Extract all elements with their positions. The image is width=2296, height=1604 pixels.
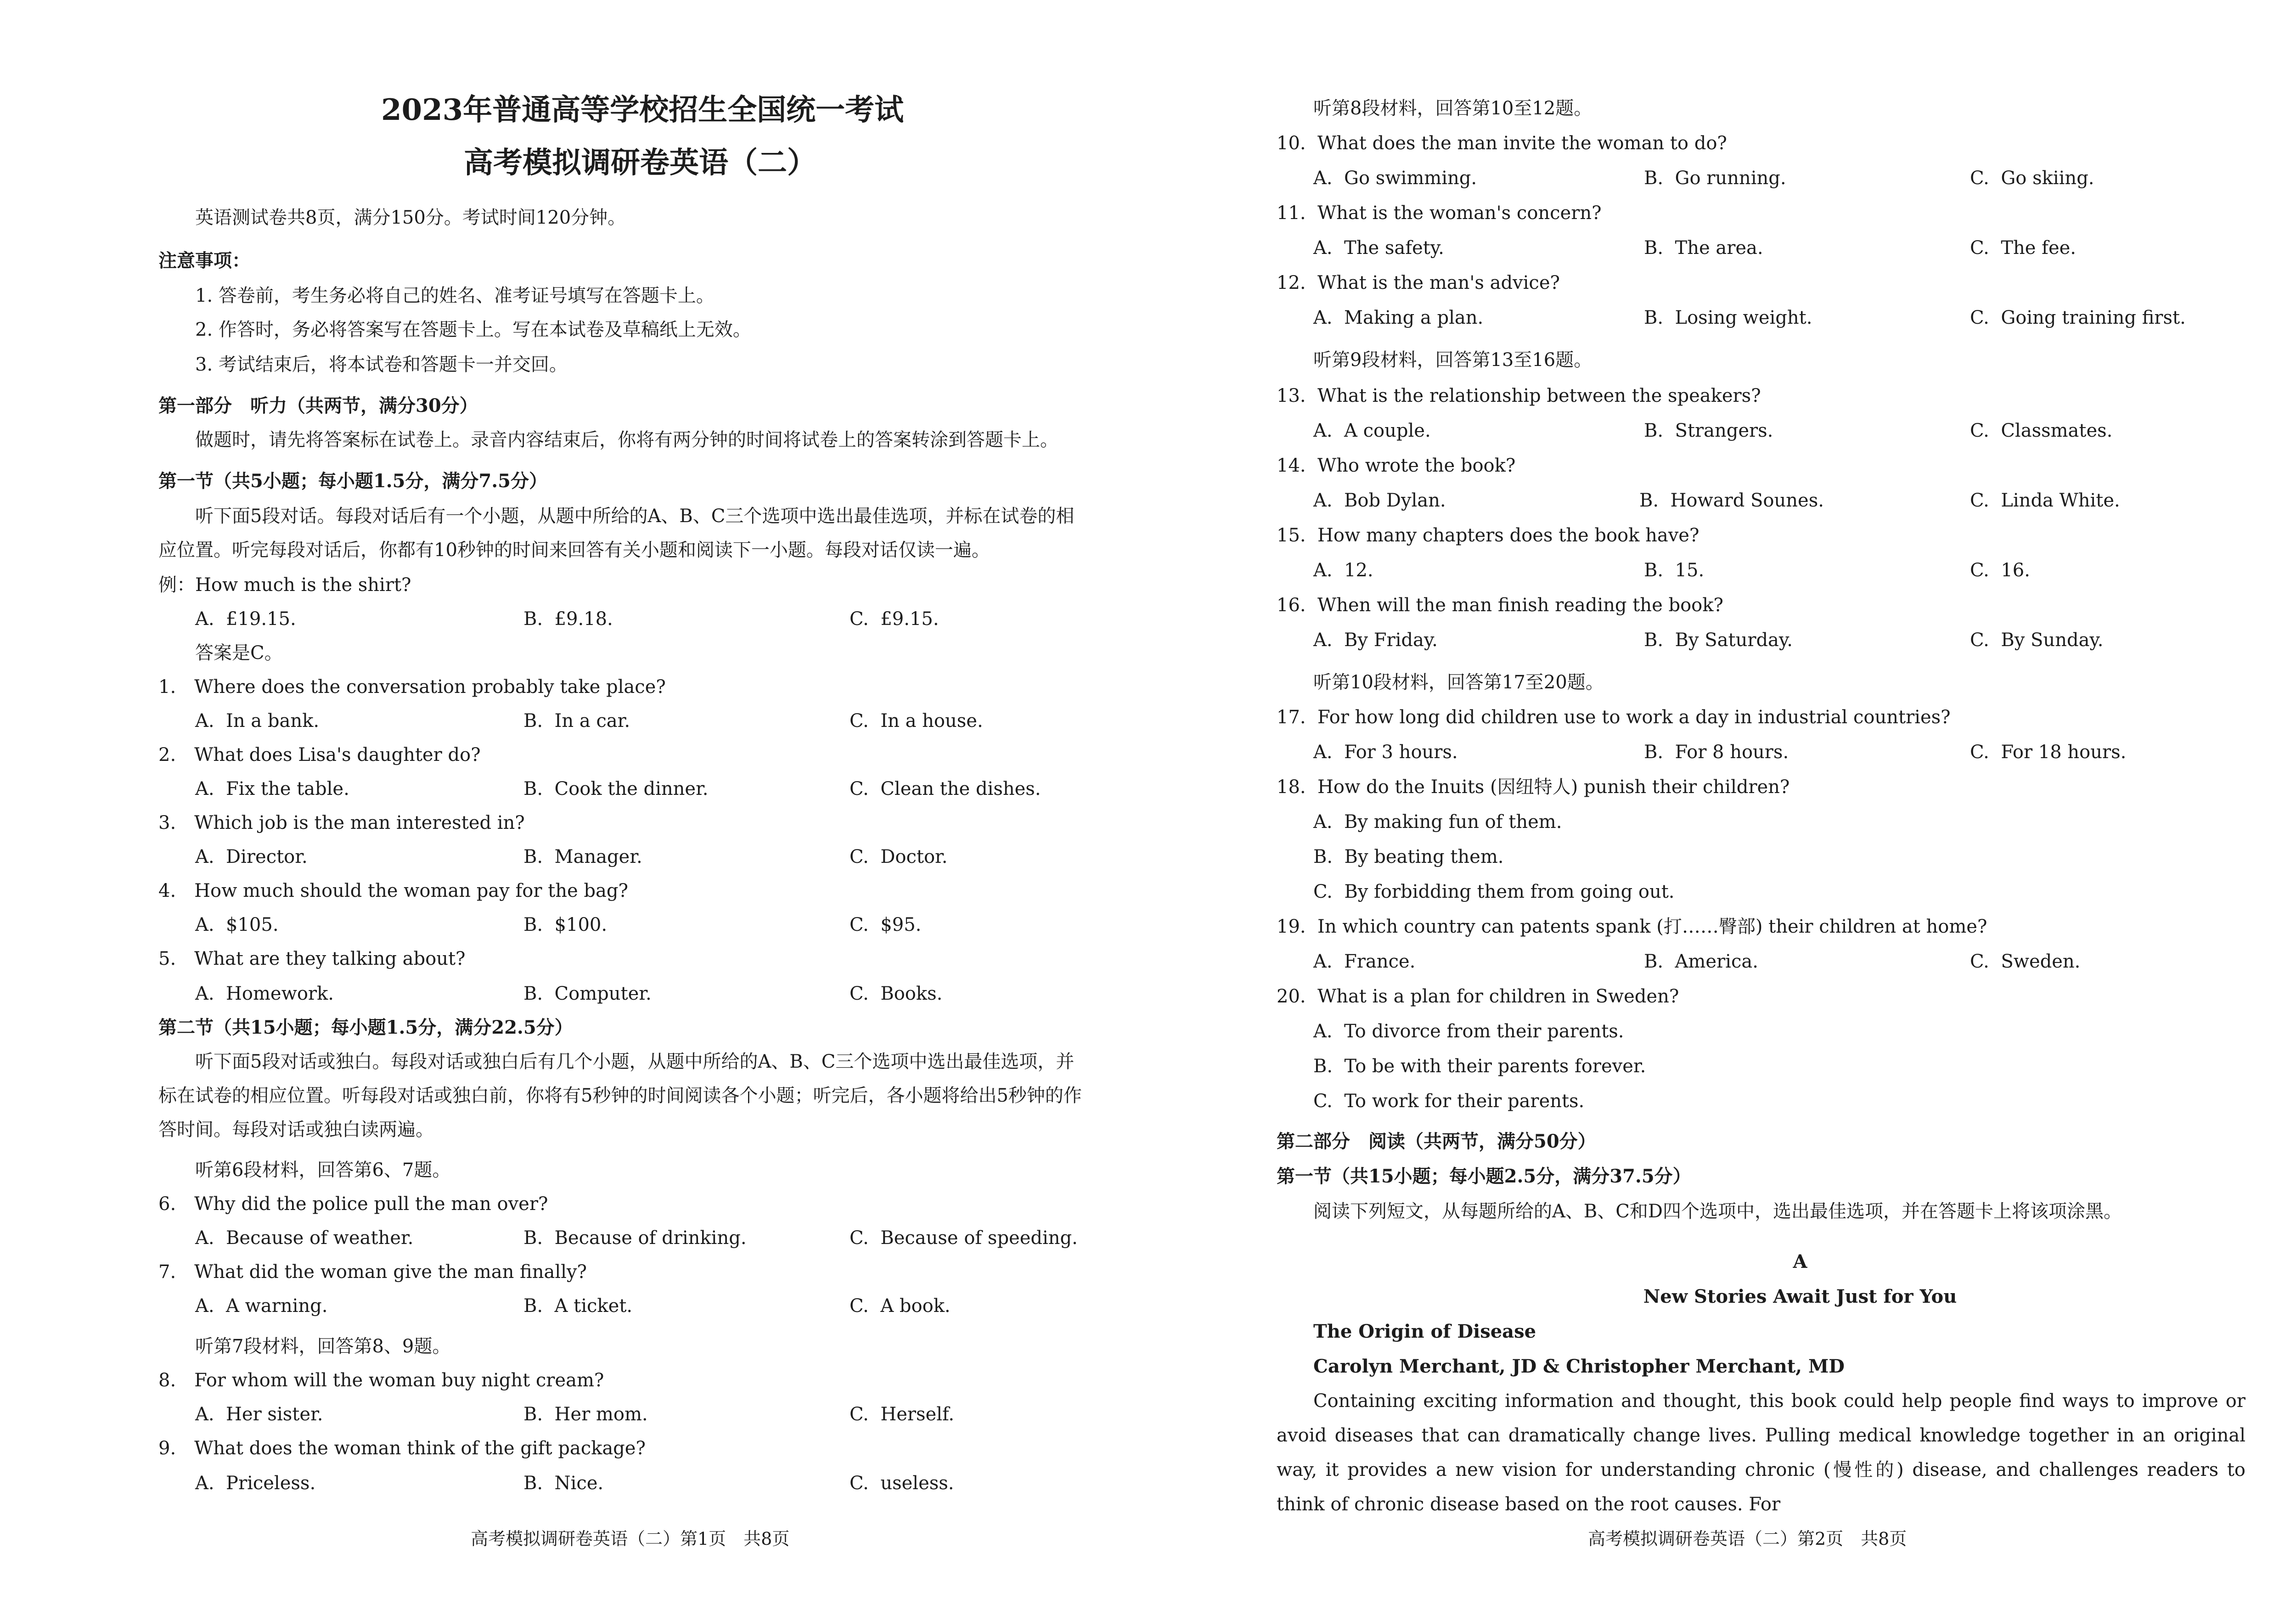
question-12: 12. What is the man's advice? [1277, 272, 1560, 293]
passage-letter: A [1793, 1251, 1807, 1272]
notice-item: 3. 考试结束后，将本试卷和答题卡一并交回。 [195, 354, 568, 375]
option-c: C. Herself. [850, 1404, 955, 1425]
question-2: 2. What does Lisa's daughter do? [158, 744, 481, 765]
option-b: B. Strangers. [1644, 420, 1773, 441]
option-b: B. By Saturday. [1644, 630, 1793, 651]
option-b: B. Go running. [1644, 168, 1786, 189]
exam-title: 2023年普通高等学校招生全国统一考试 [381, 93, 904, 127]
part2-instruction: 阅读下列短文，从每题所给的A、B、C和D四个选项中，选出最佳选项，并在答题卡上将该项涂黑。 [1313, 1201, 2122, 1222]
question-18: 18. How do the Inuits (因纽特人) punish their children? [1277, 777, 1790, 798]
option-a: A. For 3 hours. [1313, 742, 1458, 763]
question-8: 8. For whom will the woman buy night cream? [158, 1370, 604, 1391]
option-a: A. $105. [195, 914, 279, 935]
passage-9-heading: 听第9段材料，回答第13至16题。 [1313, 349, 1593, 371]
section1-heading: 第一节（共5小题；每小题1.5分，满分7.5分） [158, 470, 548, 492]
book-authors: Carolyn Merchant, JD & Christopher Merchant, MD [1313, 1356, 1845, 1377]
section1-instruction: 听下面5段对话。每段对话后有一个小题，从题中所给的A、B、C三个选项中选出最佳选项，并标在试卷的相 [195, 506, 1075, 527]
example-option-a: A. £19.15. [195, 608, 296, 630]
option-b: B. In a car. [523, 710, 630, 732]
question-19: 19. In which country can patents spank (打……臀部) their children at home? [1277, 916, 1987, 937]
option-b: B. $100. [523, 914, 608, 935]
option-b: B. Losing weight. [1644, 307, 1812, 328]
option-a: A. A warning. [195, 1295, 328, 1317]
notice-item: 1. 答卷前，考生务必将自己的姓名、准考证号填写在答题卡上。 [195, 285, 715, 306]
option-c: C. Go skiing. [1970, 168, 2094, 189]
option-b: B. Because of drinking. [523, 1227, 747, 1249]
option-c: C. Clean the dishes. [850, 778, 1041, 799]
option-b: B. Cook the dinner. [523, 778, 709, 799]
page-footer: 高考模拟调研卷英语（二）第2页 共8页 [1588, 1529, 1907, 1549]
option-b: B. The area. [1644, 237, 1763, 259]
question-3: 3. Which job is the man interested in? [158, 812, 525, 833]
right-page [1175, 0, 2296, 1604]
question-4: 4. How much should the woman pay for the bag? [158, 880, 628, 901]
option-a: A. The safety. [1313, 237, 1444, 259]
option-c: C. By Sunday. [1970, 630, 2104, 651]
question-20: 20. What is a plan for children in Sweden? [1277, 986, 1679, 1007]
option-c: C. For 18 hours. [1970, 742, 2127, 763]
option-b: B. Computer. [523, 983, 652, 1004]
example-question: 例：How much is the shirt? [158, 574, 411, 596]
option-b: B. For 8 hours. [1644, 742, 1789, 763]
option-b: B. Her mom. [523, 1404, 648, 1425]
option-b: B. 15. [1644, 560, 1705, 581]
part2-heading: 第二部分 阅读（共两节，满分50分） [1277, 1131, 1596, 1152]
option-c: C. 16. [1970, 560, 2030, 581]
option-b: B. Manager. [523, 846, 642, 867]
option-a: A. Bob Dylan. [1313, 490, 1446, 511]
question-16: 16. When will the man finish reading the book? [1277, 595, 1723, 616]
section2-instruction: 答时间。每段对话或独白读两遍。 [158, 1119, 434, 1140]
passage-10-heading: 听第10段材料，回答第17至20题。 [1313, 672, 1604, 693]
notice-item: 2. 作答时，务必将答案写在答题卡上。写在本试卷及草稿纸上无效。 [195, 319, 751, 340]
part1-heading: 第一部分 听力（共两节，满分30分） [158, 395, 478, 416]
option-c: C. Linda White. [1970, 490, 2120, 511]
question-10: 10. What does the man invite the woman to do? [1277, 133, 1727, 154]
book-description: Containing exciting information and thought, this book could help people find ways to improve or avoid diseases that can dramatically change lives. Pulling medical knowledge together in an original way, it provides a new vision for understanding chronic (慢性的) disease, and challenges readers to think of chronic disease based on the root causes. For [1277, 1390, 2245, 1515]
example-answer: 答案是C。 [195, 642, 283, 664]
book-title: The Origin of Disease [1313, 1321, 1536, 1342]
option-c: C. Going training first. [1970, 307, 2186, 328]
question-6: 6. Why did the police pull the man over? [158, 1193, 548, 1215]
question-1: 1. Where does the conversation probably take place? [158, 676, 666, 698]
option-b: B. Howard Sounes. [1639, 490, 1824, 511]
option-a: A. Homework. [195, 983, 334, 1004]
passage-7-heading: 听第7段材料，回答第8、9题。 [195, 1336, 451, 1357]
option-a: A. Go swimming. [1313, 168, 1477, 189]
question-9: 9. What does the woman think of the gift package? [158, 1438, 646, 1459]
question-17: 17. For how long did children use to work a day in industrial countries? [1277, 707, 1951, 728]
option-a: A. Director. [195, 846, 308, 867]
option-c: C. useless. [850, 1473, 954, 1494]
part1-instruction: 做题时，请先将答案标在试卷上。录音内容结束后，你将有两分钟的时间将试卷上的答案转涂到答题卡上。 [195, 429, 1058, 450]
question-13: 13. What is the relationship between the speakers? [1277, 385, 1761, 406]
section2-instruction: 标在试卷的相应位置。听每段对话或独白前，你将有5秒钟的时间阅读各个小题；听完后，各小题将给出5秒钟的作 [158, 1085, 1082, 1106]
passage-6-heading: 听第6段材料，回答第6、7题。 [195, 1159, 451, 1181]
part2-section1-heading: 第一节（共15小题；每小题2.5分，满分37.5分） [1277, 1165, 1691, 1187]
section2-instruction: 听下面5段对话或独白。每段对话或独白后有几个小题，从题中所给的A、B、C三个选项中选出最佳选项，并 [195, 1051, 1075, 1072]
option-c: C. By forbidding them from going out. [1313, 881, 1675, 902]
section2-heading: 第二节（共15小题；每小题1.5分，满分22.5分） [158, 1017, 573, 1038]
passage-title: New Stories Await Just for You [1643, 1286, 1957, 1307]
option-c: C. Because of speeding. [850, 1227, 1078, 1249]
example-option-c: C. £9.15. [850, 608, 939, 630]
option-c: C. $95. [850, 914, 922, 935]
page-footer: 高考模拟调研卷英语（二）第1页 共8页 [471, 1529, 790, 1549]
option-c: C. A book. [850, 1295, 951, 1317]
example-option-b: B. £9.18. [523, 608, 613, 630]
passage-8-heading: 听第8段材料，回答第10至12题。 [1313, 98, 1593, 119]
question-7: 7. What did the woman give the man finally? [158, 1261, 587, 1283]
option-b: B. America. [1644, 951, 1758, 972]
notice-heading: 注意事项： [158, 250, 250, 271]
option-a: A. 12. [1313, 560, 1373, 581]
option-c: C. To work for their parents. [1313, 1091, 1585, 1112]
question-14: 14. Who wrote the book? [1277, 455, 1516, 476]
option-a: A. By Friday. [1313, 630, 1438, 651]
option-a: A. Priceless. [195, 1473, 316, 1494]
option-c: C. In a house. [850, 710, 983, 732]
option-a: A. Making a plan. [1313, 307, 1484, 328]
option-b: B. By beating them. [1313, 846, 1504, 867]
option-a: A. By making fun of them. [1313, 811, 1562, 833]
option-a: A. Because of weather. [195, 1227, 414, 1249]
option-c: C. Sweden. [1970, 951, 2081, 972]
exam-subtitle: 高考模拟调研卷英语（二） [464, 146, 816, 180]
question-11: 11. What is the woman's concern? [1277, 203, 1602, 224]
option-b: B. Nice. [523, 1473, 604, 1494]
option-c: C. The fee. [1970, 237, 2077, 259]
option-a: A. Her sister. [195, 1404, 323, 1425]
option-a: A. A couple. [1313, 420, 1431, 441]
question-15: 15. How many chapters does the book have? [1277, 525, 1699, 546]
option-b: B. To be with their parents forever. [1313, 1056, 1646, 1077]
option-c: C. Books. [850, 983, 943, 1004]
question-5: 5. What are they talking about? [158, 948, 466, 969]
option-c: C. Classmates. [1970, 420, 2113, 441]
option-c: C. Doctor. [850, 846, 948, 867]
option-a: A. France. [1313, 951, 1416, 972]
option-a: A. To divorce from their parents. [1313, 1021, 1624, 1042]
option-a: A. In a bank. [195, 710, 320, 732]
option-a: A. Fix the table. [195, 778, 349, 799]
section1-instruction: 应位置。听完每段对话后，你都有10秒钟的时间来回答有关小题和阅读下一小题。每段对话仅读一遍。 [158, 540, 990, 561]
option-b: B. A ticket. [523, 1295, 633, 1317]
exam-intro: 英语测试卷共8页，满分150分。考试时间120分钟。 [195, 207, 626, 228]
